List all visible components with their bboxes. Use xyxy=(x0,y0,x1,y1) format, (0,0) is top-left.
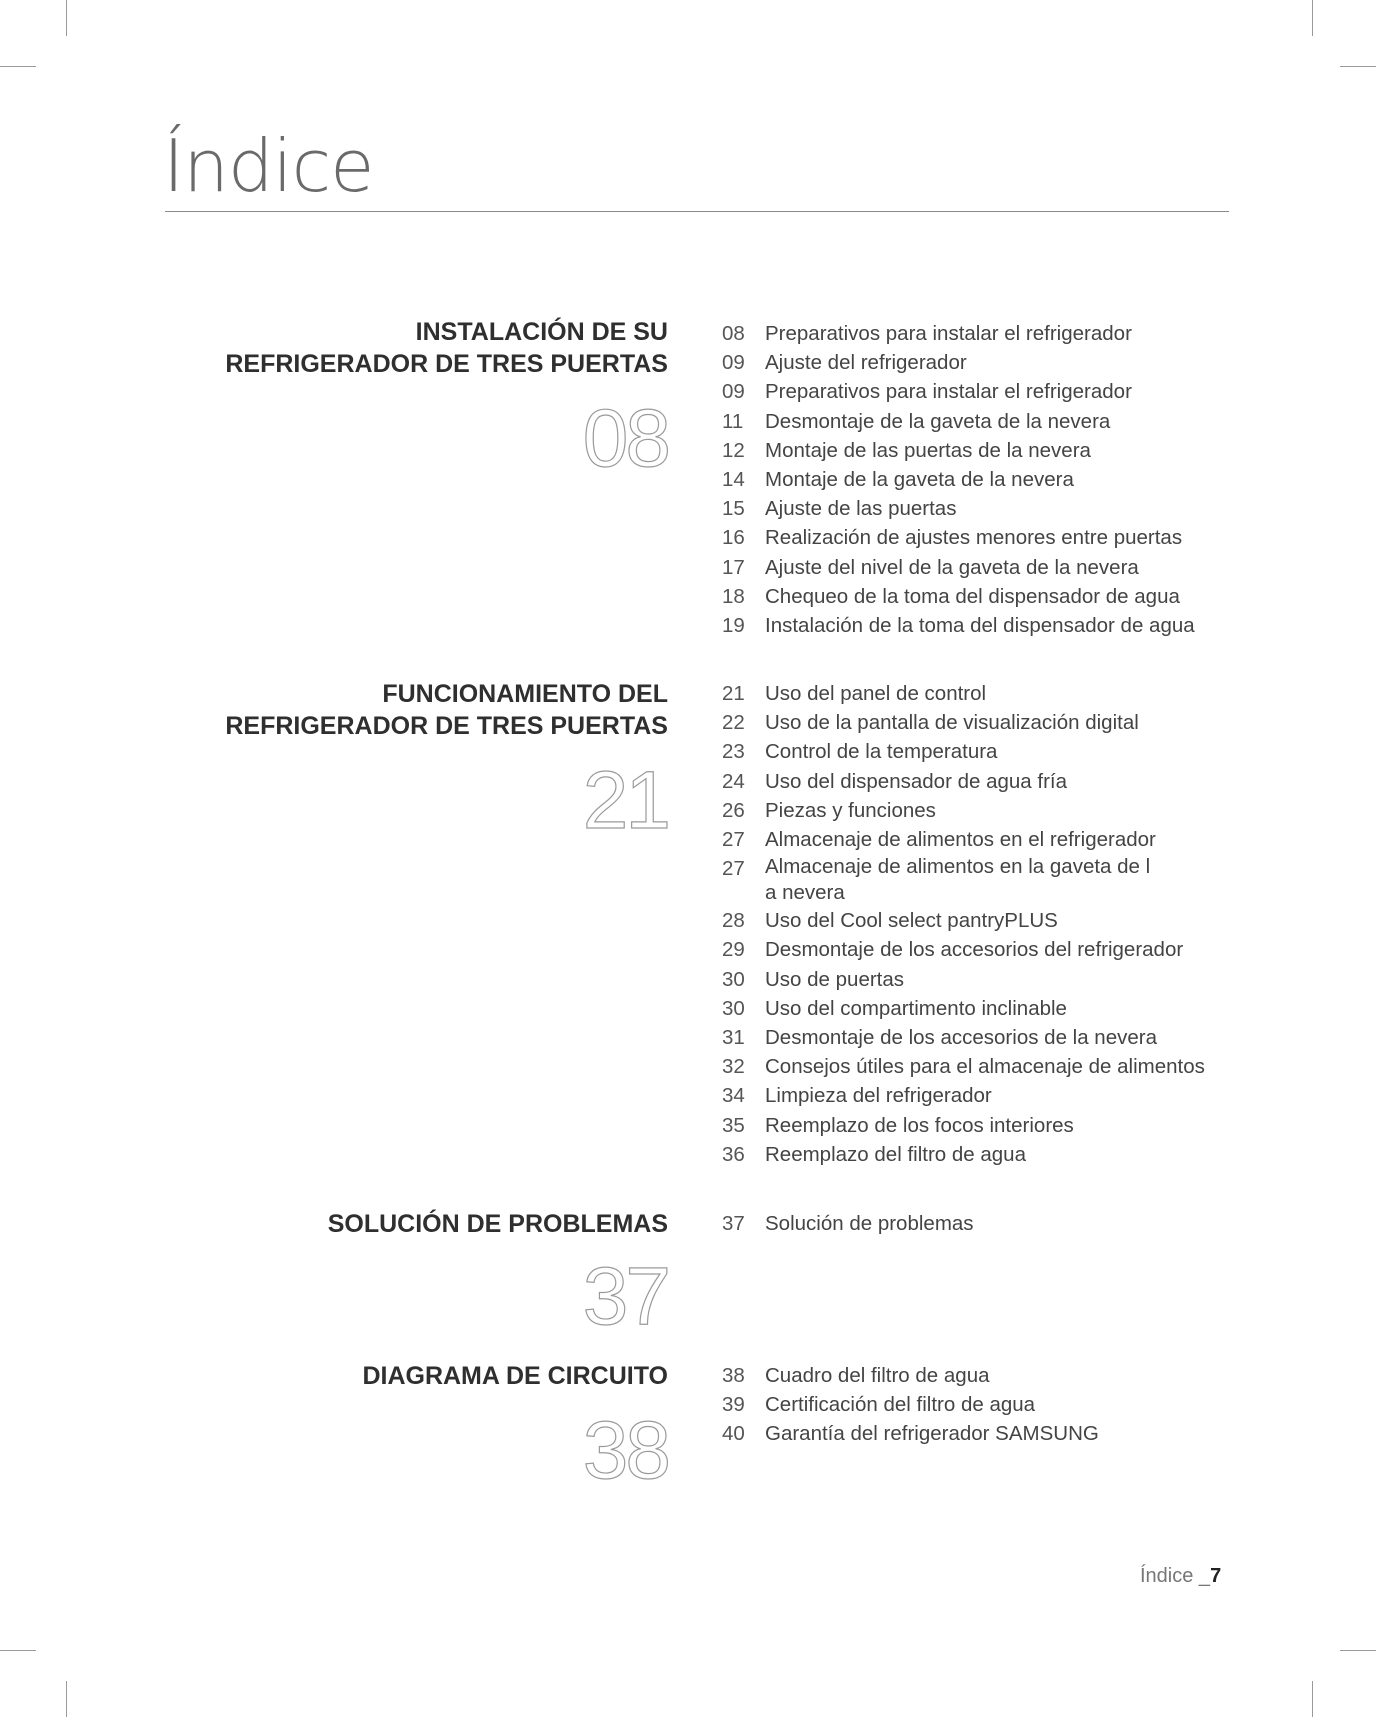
toc-entry[interactable] xyxy=(722,965,1242,994)
toc-page-number: 27 xyxy=(722,857,745,881)
toc-page-number: 40 xyxy=(722,1422,745,1446)
section-heading-line: FUNCIONAMIENTO DEL xyxy=(382,680,668,708)
toc-page-number: 34 xyxy=(722,1084,745,1108)
toc-entry[interactable] xyxy=(722,679,1242,708)
section-number: 08 xyxy=(582,393,668,484)
crop-mark xyxy=(1312,0,1313,36)
toc-entry-text: Uso del panel de control xyxy=(765,682,987,705)
toc-entry[interactable] xyxy=(722,994,1242,1023)
toc-page-number: 21 xyxy=(722,682,745,705)
toc-entry[interactable] xyxy=(722,1052,1242,1081)
toc-page-number: 29 xyxy=(722,938,745,962)
toc-entry-text: Desmontaje de la gaveta de la nevera xyxy=(765,409,1111,433)
toc-entry-text: Uso de la pantalla de visualización digital xyxy=(765,711,1139,735)
toc-page-number: 28 xyxy=(722,909,745,933)
section-heading-troubleshooting xyxy=(48,1208,668,1240)
crop-mark xyxy=(0,1650,36,1651)
toc-entry-text: Desmontaje de los accesorios de la nevera xyxy=(765,1026,1157,1050)
toc-entry[interactable] xyxy=(722,494,1242,523)
toc-entry-text: Control de la temperatura xyxy=(765,740,998,764)
footer-page-number: 7 xyxy=(1210,1565,1222,1587)
toc-list-operation xyxy=(722,679,1242,1169)
toc-list-troubleshooting xyxy=(722,1209,1242,1238)
page-title: Índice xyxy=(163,124,374,208)
toc-entry-text: Montaje de las puertas de la nevera xyxy=(765,438,1091,462)
section-heading-line: SOLUCIÓN DE PROBLEMAS xyxy=(327,1210,668,1238)
toc-entry-text: Instalación de la toma del dispensador de agua xyxy=(765,614,1195,638)
toc-entry-text: Certificación del filtro de agua xyxy=(765,1393,1036,1417)
toc-entry-text: Ajuste de las puertas xyxy=(765,497,957,521)
toc-page-number: 26 xyxy=(722,798,745,822)
toc-entry[interactable] xyxy=(722,436,1242,465)
toc-entry[interactable] xyxy=(722,523,1242,552)
crop-mark xyxy=(1312,1681,1313,1717)
toc-entry[interactable] xyxy=(722,825,1242,854)
toc-entry-text: Desmontaje de los accesorios del refrigerador xyxy=(765,938,1184,962)
crop-mark xyxy=(1340,1650,1376,1651)
section-heading-circuit-diagram xyxy=(48,1360,668,1392)
toc-entry-text: Ajuste del nivel de la gaveta de la nevera xyxy=(765,555,1139,579)
toc-entry[interactable] xyxy=(722,348,1242,377)
toc-page-number: 36 xyxy=(722,1142,745,1166)
toc-entry[interactable] xyxy=(722,319,1242,348)
toc-entry-text: Uso del Cool select pantryPLUS xyxy=(765,909,1058,933)
toc-entry[interactable] xyxy=(722,377,1242,406)
footer-label: Índice _ xyxy=(1140,1565,1211,1587)
toc-entry[interactable] xyxy=(722,465,1242,494)
toc-page-number: 15 xyxy=(722,497,745,521)
toc-page-number: 16 xyxy=(722,526,745,550)
toc-page-number: 12 xyxy=(722,438,745,462)
toc-entry[interactable] xyxy=(722,553,1242,582)
toc-entry[interactable] xyxy=(722,1390,1242,1419)
toc-entry[interactable] xyxy=(722,796,1242,825)
toc-list-installation xyxy=(722,319,1242,640)
toc-entry-text: Realización de ajustes menores entre puertas xyxy=(765,526,1183,550)
toc-page-number: 27 xyxy=(722,828,745,852)
toc-entry-text: Uso del compartimento inclinable xyxy=(765,996,1067,1020)
toc-entry[interactable] xyxy=(722,407,1242,436)
toc-page-number: 24 xyxy=(722,769,745,793)
toc-entry[interactable] xyxy=(722,1419,1242,1448)
toc-entry-text: Montaje de la gaveta de la nevera xyxy=(765,468,1074,492)
toc-entry-text: Garantía del refrigerador SAMSUNG xyxy=(765,1422,1099,1446)
toc-entry[interactable] xyxy=(722,1361,1242,1390)
section-heading-installation xyxy=(48,316,668,380)
toc-page-number: 19 xyxy=(722,614,745,638)
toc-page-number: 11 xyxy=(722,409,744,433)
section-heading-line: REFRIGERADOR DE TRES PUERTAS xyxy=(225,712,668,740)
toc-entry[interactable] xyxy=(722,611,1242,640)
toc-page-number: 30 xyxy=(722,996,745,1020)
title-divider xyxy=(165,211,1229,212)
toc-page-number: 23 xyxy=(722,740,745,764)
toc-entry[interactable] xyxy=(722,582,1242,611)
toc-entry-text: Consejos útiles para el almacenaje de alimentos xyxy=(765,1055,1205,1079)
toc-page-number: 09 xyxy=(722,351,745,375)
toc-entry[interactable] xyxy=(722,767,1242,796)
toc-entry-text: Preparativos para instalar el refrigerador xyxy=(765,322,1132,345)
toc-page-number: 31 xyxy=(722,1026,745,1050)
toc-page-number: 17 xyxy=(722,555,745,579)
section-number: 37 xyxy=(582,1251,668,1342)
toc-entry[interactable] xyxy=(722,1209,1242,1238)
toc-page-number: 37 xyxy=(722,1212,745,1235)
toc-entry-text: Ajuste del refrigerador xyxy=(765,351,967,375)
page-footer xyxy=(1140,1565,1221,1588)
toc-entry[interactable] xyxy=(722,854,1167,906)
section-heading-line: REFRIGERADOR DE TRES PUERTAS xyxy=(225,350,668,378)
toc-page-number: 39 xyxy=(722,1393,745,1417)
toc-entry[interactable] xyxy=(722,708,1242,737)
toc-entry-text: Almacenaje de alimentos en la gaveta de l a nevera xyxy=(765,855,1151,905)
toc-page-number: 08 xyxy=(722,322,745,345)
crop-mark xyxy=(1340,66,1376,67)
section-heading-line: DIAGRAMA DE CIRCUITO xyxy=(362,1362,668,1390)
toc-page-number: 09 xyxy=(722,380,745,404)
toc-page-number: 32 xyxy=(722,1055,745,1079)
toc-page-number: 38 xyxy=(722,1364,745,1387)
toc-entry[interactable] xyxy=(722,737,1242,766)
toc-entry-text: Chequeo de la toma del dispensador de agua xyxy=(765,584,1180,608)
toc-entry-text: Preparativos para instalar el refrigerador xyxy=(765,380,1132,404)
section-number: 38 xyxy=(582,1405,668,1496)
toc-page-number: 35 xyxy=(722,1113,745,1137)
toc-entry[interactable] xyxy=(722,1140,1242,1169)
crop-mark xyxy=(0,66,36,67)
crop-mark xyxy=(66,1681,67,1717)
toc-page-number: 22 xyxy=(722,711,745,735)
section-number: 21 xyxy=(582,755,668,846)
toc-entry-text: Piezas y funciones xyxy=(765,798,936,822)
toc-list-circuit-diagram xyxy=(722,1361,1242,1449)
crop-mark xyxy=(66,0,67,36)
toc-entry-text: Reemplazo del filtro de agua xyxy=(765,1142,1026,1166)
toc-page-number: 30 xyxy=(722,967,745,991)
section-heading-line: INSTALACIÓN DE SU xyxy=(415,318,668,346)
toc-entry[interactable] xyxy=(722,935,1242,964)
toc-entry[interactable] xyxy=(722,1081,1242,1110)
toc-entry[interactable] xyxy=(722,1111,1242,1140)
toc-entry-text: Uso del dispensador de agua fría xyxy=(765,769,1068,793)
toc-entry-text: Almacenaje de alimentos en el refrigerador xyxy=(765,828,1156,852)
toc-entry-text: Cuadro del filtro de agua xyxy=(765,1364,990,1387)
toc-entry-text: Uso de puertas xyxy=(765,967,905,991)
toc-entry-text: Limpieza del refrigerador xyxy=(765,1084,992,1108)
toc-page-number: 18 xyxy=(722,584,745,608)
toc-entry[interactable] xyxy=(722,906,1242,935)
section-heading-operation xyxy=(48,678,668,742)
toc-page-number: 14 xyxy=(722,468,745,492)
toc-entry[interactable] xyxy=(722,1023,1242,1052)
toc-entry-text: Solución de problemas xyxy=(765,1212,974,1235)
toc-entry-text: Reemplazo de los focos interiores xyxy=(765,1113,1074,1137)
